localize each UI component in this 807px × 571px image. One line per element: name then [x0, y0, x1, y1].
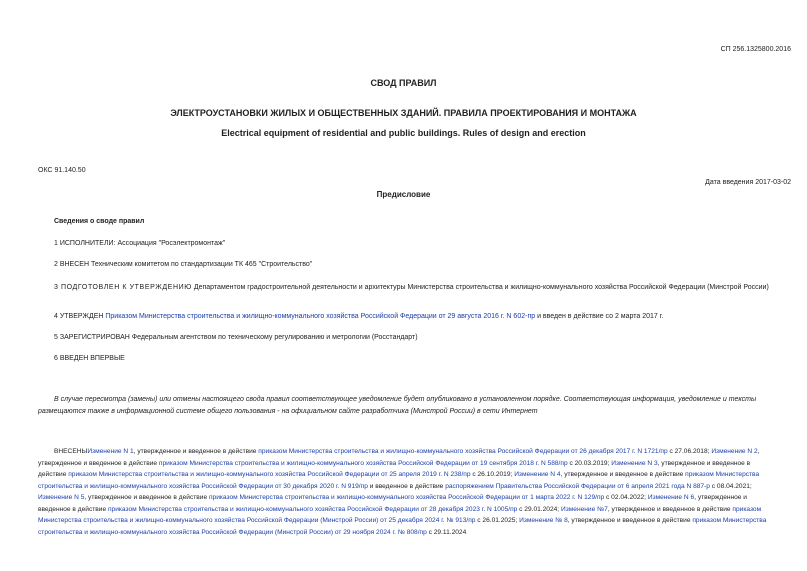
change-1-order-link[interactable]: приказом Министерства строительства и жилищно-коммунального хозяйства Российской Федерации от 26 декабря 2017 г. N 1721/пр	[258, 448, 668, 455]
changes-label: ВНЕСЕНЫ	[54, 448, 88, 455]
change-4-link[interactable]: Изменение N 4	[514, 471, 561, 478]
revision-note	[38, 394, 768, 418]
item-text: Ассоциация "Росэлектромонтаж"	[115, 240, 226, 247]
change-5-order-link[interactable]: приказом Министерства строительства и жилищно-коммунального хозяйства Российской Федерации от 1 марта 2022 г. N 129/пр	[208, 494, 605, 501]
document-type-title: СВОД ПРАВИЛ	[370, 78, 437, 88]
document-title-ru: ЭЛЕКТРОУСТАНОВКИ ЖИЛЫХ И ОБЩЕСТВЕННЫХ ЗДАНИЙ. ПРАВИЛА ПРОЕКТИРОВАНИЯ И МОНТАЖА	[170, 108, 637, 118]
change-7-link[interactable]: Изменение №7	[560, 505, 608, 513]
item-label: 3 ПОДГОТОВЛЕН К УТВЕРЖДЕНИЮ	[54, 284, 192, 291]
item-text: Федеральным агентством по техническому регулированию и метрологии (Росстандарт)	[129, 334, 418, 341]
change-text: , утвержденное и введенное в действие	[38, 459, 751, 478]
approval-order-link[interactable]: Приказом Министерства строительства и жилищно-коммунального хозяйства Российской Федерации от 29 августа 2016 г. N 602-пр	[105, 313, 536, 320]
change-date: с 26.10.2019;	[470, 471, 515, 478]
change-7-order-link[interactable]: приказом Министерства строительства и жилищно-коммунального хозяйства Российской Федерации (Минстрой России) от 25 декабря 2024 г. № 913/пр	[38, 505, 762, 524]
document-code: СП 256.1325800.2016	[720, 46, 791, 53]
change-text: , утвержденное и введенное в действие	[560, 471, 686, 478]
change-6-order-link[interactable]: приказом Министерства строительства и жилищно-коммунального хозяйства Российской Федерации от 28 декабря 2023 г. N 1005/пр	[107, 505, 518, 513]
item-text: и введен в действие со 2 марта 2017 г.	[535, 313, 664, 320]
item-text: Техническим комитетом по стандартизации ТК 465 "Строительство"	[89, 261, 313, 268]
change-date: с 26.01.2025;	[475, 517, 520, 524]
change-text: , утвержденное и введенное в действие	[38, 448, 760, 467]
note-text: В случае пересмотра (замены) или отмены настоящего свода правил соответствующее уведомление будет опубликовано в установленном порядке. Соответствующая информация, уведомление и тексты размещаются также в информационной системе общего пользования - на официальном сайте разработчика (Минстрой России) в сети Интернет	[38, 396, 757, 415]
preface-heading: Предисловие	[376, 190, 431, 199]
change-3-link[interactable]: Изменение N 3	[611, 459, 658, 467]
document-title-en: Electrical equipment of residential and public buildings. Rules of design and erection	[221, 128, 586, 138]
change-date: с 20.03.2019;	[567, 459, 612, 467]
effective-date: Дата введения 2017-03-02	[705, 179, 791, 186]
change-date: с 08.04.2021;	[709, 482, 752, 490]
change-text: , утвержденное и введенное в действие	[38, 494, 747, 513]
change-3-order-link[interactable]: приказом Министерства строительства и жилищно-коммунального хозяйства Российской Федерации от 25 апреля 2019 г. N 238/пр	[68, 471, 471, 478]
preface-item-1	[54, 240, 225, 247]
change-text: , утвержденное и введенное в действие	[607, 505, 733, 513]
item-label: 2 ВНЕСЕН	[54, 261, 90, 268]
change-date: с 29.01.2024;	[517, 505, 561, 513]
item-text: Департаментом градостроительной деятельности и архитектуры Министерства строительства и жилищно-коммунального хозяйства Российской Федерации (Минстрой России)	[191, 284, 769, 291]
change-date: с 02.04.2022;	[604, 494, 648, 501]
change-text: , утвержденное и введенное в действие	[84, 494, 209, 501]
change-text: , утвержденное и введенное в действие	[133, 448, 259, 455]
change-5-link[interactable]: Изменение N 5	[38, 494, 85, 501]
preface-item-6: 6 ВВЕДЕН ВПЕРВЫЕ	[54, 355, 125, 362]
change-1-link[interactable]: Изменение N 1	[87, 448, 134, 455]
okc-code: ОКС 91.140.50	[38, 167, 86, 174]
change-4-order-link[interactable]: приказом Министерства строительства и жилищно-коммунального хозяйства Российской Федерации от 30 декабря 2020 г. N 919/пр	[38, 471, 760, 490]
change-6-link[interactable]: Изменение N 6	[647, 494, 695, 501]
preface-item-3	[54, 282, 770, 304]
changes-paragraph	[38, 446, 768, 542]
item-label: 1 ИСПОЛНИТЕЛИ:	[54, 240, 116, 247]
change-2-link[interactable]: Изменение N 2	[711, 448, 758, 455]
item-label: 5 ЗАРЕГИСТРИРОВАН	[54, 334, 130, 341]
section-title: Сведения о своде правил	[54, 218, 145, 225]
change-2-order-link[interactable]: приказом Министерства строительства и жилищно-коммунального хозяйства Российской Федерации от 19 сентября 2018 г. N 588/пр	[158, 459, 568, 467]
change-8-order-link[interactable]: приказом Министерства строительства и жилищно-коммунального хозяйства Российской Федерации (Минстрой России) от 29 ноября 2024 г. № 808/пр	[38, 517, 767, 536]
preface-item-4	[54, 313, 663, 320]
item-label: 4 УТВЕРЖДЕН	[54, 313, 104, 320]
change-text: , утвержденное и введенное в действие	[567, 517, 693, 524]
preface-item-5	[54, 334, 418, 341]
change-date: с 27.06.2018;	[667, 448, 712, 455]
change-8-link[interactable]: Изменение № 8	[519, 517, 568, 524]
preface-item-2	[54, 261, 312, 268]
change-4-decree-link[interactable]: распоряжением Правительства Российской Федерации от 6 апреля 2021 года N 887-р	[445, 482, 710, 490]
change-date: с 29.11.2024	[426, 528, 467, 536]
change-text: и введенное в действие	[367, 482, 446, 490]
